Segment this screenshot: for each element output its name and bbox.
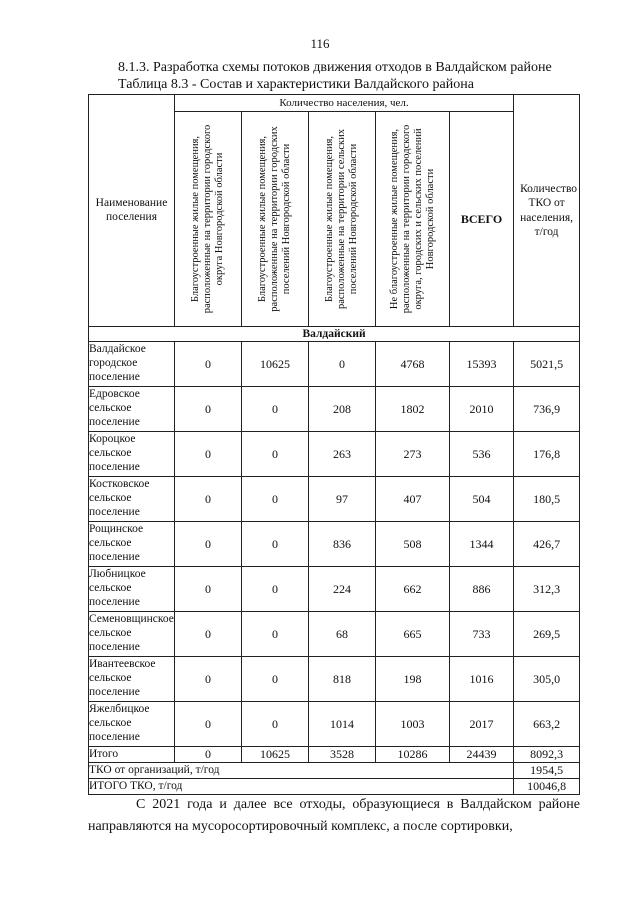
cell-v4: 1802 — [376, 387, 450, 432]
cell-tko: 312,3 — [514, 567, 580, 612]
cell-v3: 208 — [309, 387, 376, 432]
org-row — [89, 763, 580, 779]
table-row — [89, 702, 580, 747]
header-pop-col-4-text: Не благоустроенные жилые помещения, расположенные на территории городского округа, городских и сельских поселений Новгородской области — [388, 124, 436, 314]
cell-v4: 4768 — [376, 342, 450, 387]
cell-tko: 176,8 — [514, 432, 580, 477]
table-row — [89, 657, 580, 702]
settlement-name: Яжелбицкое сельское поселение — [89, 702, 175, 747]
cell-total: 2010 — [450, 387, 514, 432]
cell-tko: 305,0 — [514, 657, 580, 702]
cell-v3: 0 — [309, 342, 376, 387]
table-row — [89, 567, 580, 612]
cell-v3: 68 — [309, 612, 376, 657]
settlement-name: Рощинское сельское поселение — [89, 522, 175, 567]
settlement-name: Короцкое сельское поселение — [89, 432, 175, 477]
table-row — [89, 477, 580, 522]
header-tko-col: Количество ТКО от населения, т/год — [514, 95, 580, 327]
district-row: Валдайский — [89, 327, 580, 342]
cell-v3: 818 — [309, 657, 376, 702]
cell-v1: 0 — [175, 432, 242, 477]
itogo-total: 24439 — [450, 747, 514, 763]
itogo-v2: 10625 — [242, 747, 309, 763]
cell-v1: 0 — [175, 702, 242, 747]
org-row-value: 1954,5 — [514, 763, 580, 779]
grand-total-row-label: ИТОГО ТКО, т/год — [89, 779, 514, 795]
cell-v1: 0 — [175, 612, 242, 657]
cell-total: 2017 — [450, 702, 514, 747]
itogo-row — [89, 747, 580, 763]
cell-v2: 0 — [242, 702, 309, 747]
cell-total: 886 — [450, 567, 514, 612]
cell-v2: 0 — [242, 657, 309, 702]
table-row — [89, 432, 580, 477]
cell-v3: 97 — [309, 477, 376, 522]
header-name-col: Наименование поселения — [89, 95, 175, 327]
cell-v3: 224 — [309, 567, 376, 612]
settlements-table — [88, 94, 580, 795]
cell-v3: 836 — [309, 522, 376, 567]
cell-total: 733 — [450, 612, 514, 657]
settlement-name: Любницкое сельское поселение — [89, 567, 175, 612]
cell-total: 15393 — [450, 342, 514, 387]
cell-v4: 273 — [376, 432, 450, 477]
cell-v4: 508 — [376, 522, 450, 567]
org-row-label: ТКО от организаций, т/год — [89, 763, 514, 779]
cell-v4: 198 — [376, 657, 450, 702]
cell-v2: 0 — [242, 522, 309, 567]
cell-v1: 0 — [175, 567, 242, 612]
cell-v3: 1014 — [309, 702, 376, 747]
settlement-name: Ивантеевское сельское поселение — [89, 657, 175, 702]
cell-v3: 263 — [309, 432, 376, 477]
header-pop-col-4 — [376, 112, 450, 327]
table-caption: Таблица 8.3 - Состав и характеристики Валдайского района — [118, 77, 474, 92]
body-paragraph: С 2021 года и далее все отходы, образующиеся в Валдайском районе направляются на мусоросортировочный комплекс, а после сортировки, — [88, 797, 580, 834]
grand-total-row — [89, 779, 580, 795]
cell-total: 536 — [450, 432, 514, 477]
cell-v4: 407 — [376, 477, 450, 522]
grand-total-row-value: 10046,8 — [514, 779, 580, 795]
table-row — [89, 612, 580, 657]
header-total-col: ВСЕГО — [450, 112, 514, 327]
header-pop-col-2-text: Благоустроенные жилые помещения, расположенные на территории городских поселений Новгородской области — [256, 126, 293, 312]
cell-tko: 269,5 — [514, 612, 580, 657]
cell-tko: 5021,5 — [514, 342, 580, 387]
itogo-v1: 0 — [175, 747, 242, 763]
cell-tko: 180,5 — [514, 477, 580, 522]
settlement-name: Едровское сельское поселение — [89, 387, 175, 432]
cell-v2: 0 — [242, 567, 309, 612]
settlement-name: Костковское сельское поселение — [89, 477, 175, 522]
cell-v4: 662 — [376, 567, 450, 612]
section-title: 8.1.3. Разработка схемы потоков движения отходов в Валдайском районе — [118, 60, 552, 75]
cell-v1: 0 — [175, 522, 242, 567]
header-pop-col-3-text: Благоустроенные жилые помещения, расположенные на территории сельских поселений Новгородской области — [323, 128, 360, 310]
header-pop-col-2 — [242, 112, 309, 327]
cell-v1: 0 — [175, 387, 242, 432]
table-row — [89, 342, 580, 387]
cell-tko: 663,2 — [514, 702, 580, 747]
cell-v4: 1003 — [376, 702, 450, 747]
itogo-v3: 3528 — [309, 747, 376, 763]
cell-tko: 426,7 — [514, 522, 580, 567]
header-pop-col-3 — [309, 112, 376, 327]
cell-v2: 0 — [242, 477, 309, 522]
cell-v2: 0 — [242, 387, 309, 432]
cell-v2: 0 — [242, 432, 309, 477]
itogo-label: Итого — [89, 747, 175, 763]
cell-v4: 665 — [376, 612, 450, 657]
cell-v1: 0 — [175, 477, 242, 522]
cell-total: 1016 — [450, 657, 514, 702]
header-pop-col-1-text: Благоустроенные жилые помещения, расположенные на территории городского округа Новгородской области — [189, 124, 226, 314]
cell-v2: 10625 — [242, 342, 309, 387]
header-population-group: Количество населения, чел. — [175, 95, 514, 112]
settlement-name: Валдайское городское поселение — [89, 342, 175, 387]
table-row — [89, 522, 580, 567]
cell-v1: 0 — [175, 657, 242, 702]
cell-tko: 736,9 — [514, 387, 580, 432]
header-pop-col-1 — [175, 112, 242, 327]
cell-v1: 0 — [175, 342, 242, 387]
table-row — [89, 387, 580, 432]
cell-total: 504 — [450, 477, 514, 522]
cell-v2: 0 — [242, 612, 309, 657]
page-number: 116 — [310, 36, 330, 51]
itogo-tko: 8092,3 — [514, 747, 580, 763]
itogo-v4: 10286 — [376, 747, 450, 763]
cell-total: 1344 — [450, 522, 514, 567]
settlement-name: Семеновщинское сельское поселение — [89, 612, 175, 657]
